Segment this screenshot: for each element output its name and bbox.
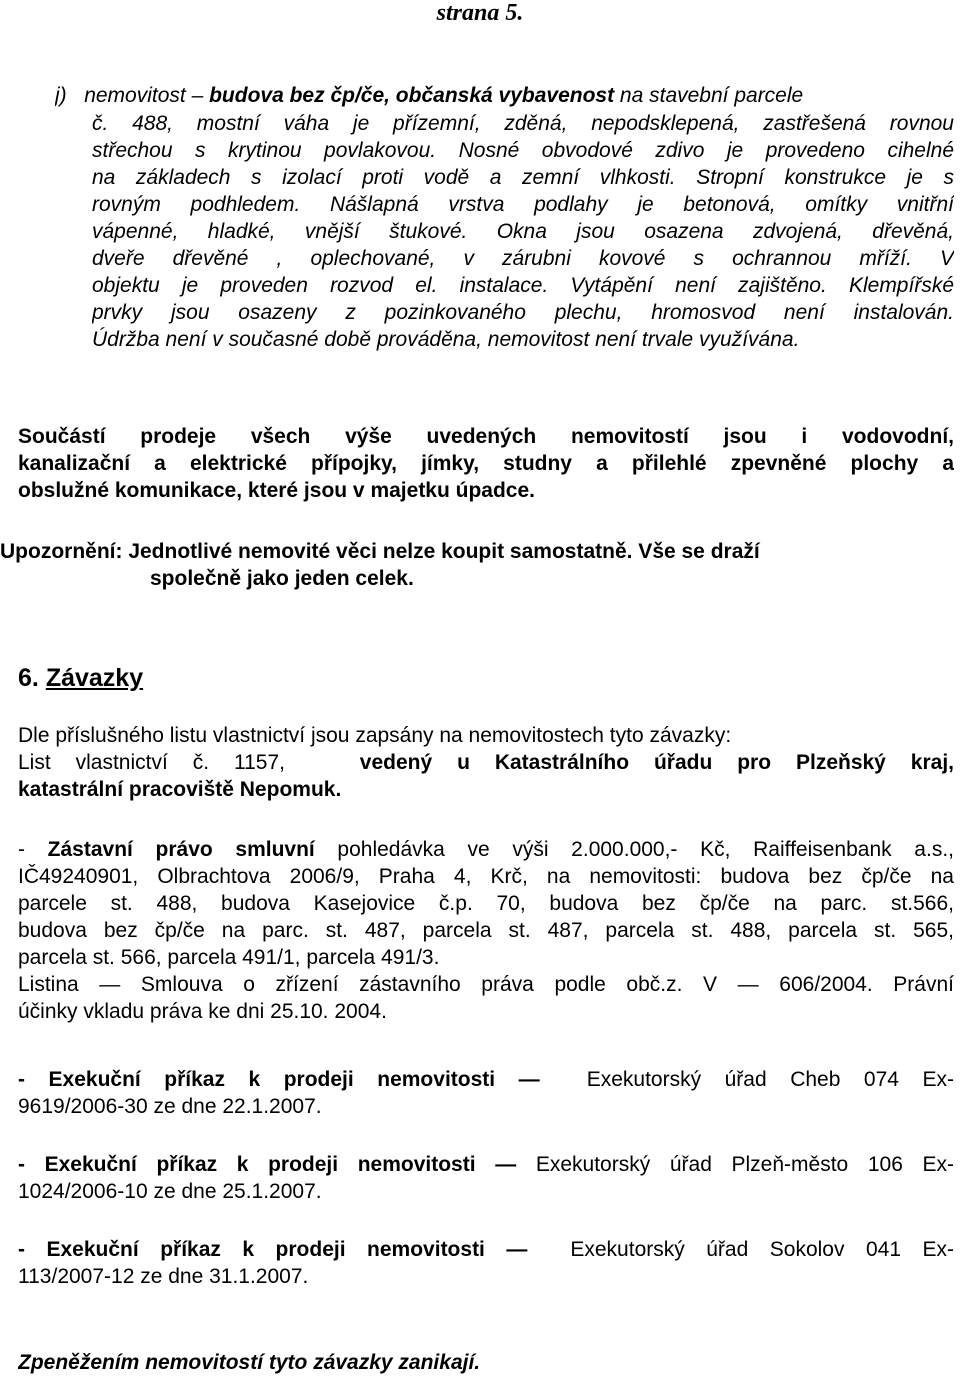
lien-line: budova bez čp/če na parc. st. 487, parcela st. 487, parcela st. 488, parcela st. 565,: [18, 919, 954, 942]
lien-line: parcele st. 488, budova Kasejovice č.p. 70, budova bez čp/če na parc. st.566,: [18, 892, 954, 915]
item-j-line: č. 488, mostní váha je přízemní, zděná, nepodsklepená, zastřešená rovnou: [92, 112, 954, 135]
execution-order-2: [18, 1151, 954, 1205]
section-6-intro: [18, 722, 954, 803]
lien-block: [18, 836, 954, 1025]
execution-line-1: - Exekuční příkaz k prodeji nemovitosti — Exekutorský úřad Cheb 074 Ex-: [18, 1068, 954, 1091]
section-title: Závazky: [45, 664, 144, 692]
execution-order-1: [18, 1066, 954, 1120]
lien-line: parcela st. 566, parcela 491/1, parcela 491/3.: [18, 946, 440, 969]
sale-note: [18, 423, 954, 504]
item-j-line: střechou s krytinou povlakovou. Nosné obvodové zdivo je provedeno cihelné: [92, 139, 954, 162]
intro-line: Dle příslušného listu vlastnictví jsou zapsány na nemovitostech tyto závazky:: [18, 724, 732, 747]
warning-line-1: Upozornění: Jednotlivé nemovité věci nelze koupit samostatně. Vše se draží: [0, 540, 760, 563]
item-j-line: prvky jsou osazeny z pozinkovaného plechu, hromosvod není instalován.: [92, 301, 954, 324]
execution-line-2: 9619/2006-30 ze dne 22.1.2007.: [18, 1095, 322, 1118]
item-j-line: rovným podhledem. Nášlapná vrstva podlahy je betonová, omítky vnitřní: [92, 193, 954, 216]
item-j-body: [92, 110, 954, 353]
execution-line-2: 113/2007-12 ze dne 31.1.2007.: [18, 1265, 309, 1288]
item-j-line: dveře dřevěné , oplechované, v zárubni kovové s ochrannou mříží. V: [92, 247, 954, 270]
item-j-line-1: j) nemovitost – budova bez čp/če, občanská vybavenost na stavební parcele: [55, 84, 804, 107]
lien-line-1: - Zástavní právo smluvní pohledávka ve výši 2.000.000,- Kč, Raiffeisenbank a.s.,: [18, 838, 954, 861]
section-6-heading: [18, 662, 954, 694]
lv-line-2: katastrální pracoviště Nepomuk.: [18, 778, 342, 801]
deed-line-2: účinky vkladu práva ke dni 25.10. 2004.: [18, 1000, 387, 1023]
section-number: 6.: [18, 664, 39, 692]
item-j-paragraph: [55, 82, 954, 109]
execution-line-2: 1024/2006-10 ze dne 25.1.2007.: [18, 1180, 322, 1203]
lien-line: IČ49240901, Olbrachtova 2006/9, Praha 4, Krč, na nemovitosti: budova bez čp/če na: [18, 865, 954, 888]
warning-line-2: společně jako jeden celek.: [150, 567, 414, 590]
lv-line: List vlastnictví č. 1157, vedený u Katastrálního úřadu pro Plzeňský kraj,: [18, 751, 954, 774]
warning-note: [0, 538, 960, 592]
deed-line-1: Listina — Smlouva o zřízení zástavního práva podle obč.z. V — 606/2004. Právní: [18, 973, 954, 996]
execution-line-1: - Exekuční příkaz k prodeji nemovitosti — Exekutorský úřad Plzeň-město 106 Ex-: [18, 1153, 954, 1176]
execution-order-3: [18, 1236, 954, 1290]
closing-line: Zpeněžením nemovitostí tyto závazky zanikají.: [18, 1351, 481, 1374]
closing-statement: [18, 1349, 954, 1376]
item-j-line: objektu je proveden rozvod el. instalace. Vytápění není zajištěno. Klempířské: [92, 274, 954, 297]
sale-note-line: obslužné komunikace, které jsou v majetku úpadce.: [18, 479, 536, 502]
execution-line-1: - Exekuční příkaz k prodeji nemovitosti — Exekutorský úřad Sokolov 041 Ex-: [18, 1238, 954, 1261]
sale-note-line: kanalizační a elektrické přípojky, jímky, studny a přilehlé zpevněné plochy a: [18, 452, 954, 475]
sale-note-line: Součástí prodeje všech výše uvedených nemovitostí jsou i vodovodní,: [18, 425, 954, 448]
item-j-line: Údržba není v současné době prováděna, nemovitost není trvale využívána.: [92, 328, 800, 351]
item-j-line: vápenné, hladké, vnější štukové. Okna jsou osazena zdvojená, dřevěná,: [92, 220, 954, 243]
item-j-line: na základech s izolací proti vodě a zemní vlhkosti. Stropní konstrukce je s: [92, 166, 954, 189]
page-number: strana 5.: [436, 0, 524, 26]
